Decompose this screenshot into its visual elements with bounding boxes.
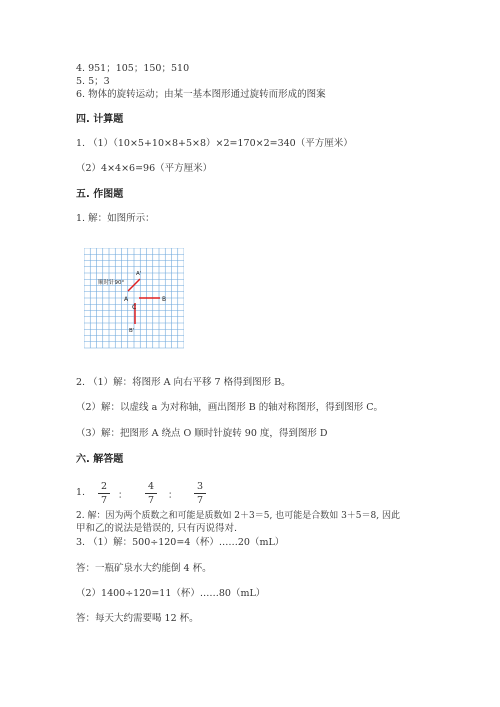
- drawing-line-4: （3）解：把图形 A 绕点 O 顺时针旋转 90 度，得到图形 D: [76, 428, 328, 439]
- label-b: B: [162, 296, 167, 303]
- calc-line-2: （2）4×4×6=96（平方厘米）: [76, 163, 213, 174]
- fraction-1: [98, 481, 110, 506]
- label-a-prime: A': [136, 271, 142, 277]
- q2-line-1: 2. 解：因为两个质数之和可能是质数如 2＋3＝5, 也可能是合数如 3＋5＝8, 因此: [76, 511, 400, 521]
- fraction-1-denominator: 7: [100, 495, 108, 506]
- fraction-3: [194, 481, 206, 506]
- fraction-3-numerator: 3: [196, 481, 204, 492]
- rotation-grid-figure: [84, 248, 184, 356]
- ratio-separator-2: ：: [168, 490, 178, 501]
- fraction-3-denominator: 7: [196, 495, 204, 506]
- fraction-2-denominator: 7: [147, 495, 155, 506]
- answer-line-6: 6. 物体的旋转运动；由某一基本图形通过旋转而形成的图案: [76, 89, 326, 100]
- label-b-prime: B': [129, 328, 135, 334]
- q1-number: 1.: [76, 487, 86, 498]
- fraction-2-numerator: 4: [147, 481, 155, 492]
- label-c: C: [132, 304, 137, 311]
- fraction-2: [145, 481, 157, 506]
- q2-line-2: 甲和乙的说法是错误的, 只有丙说得对.: [76, 523, 238, 534]
- label-a: A: [124, 296, 129, 303]
- label-rotate: 顺时针90°: [98, 280, 125, 286]
- calc-line-1: 1. （1）（10×5+10×8+5×8）×2=170×2=340（平方厘米）: [76, 138, 353, 149]
- ratio-separator-1: ：: [118, 490, 128, 501]
- drawing-line-3: （2）解：以虚线 a 为对称轴，画出图形 B 的轴对称图形，得到图形 C。: [76, 402, 384, 413]
- fraction-1-numerator: 2: [100, 481, 108, 492]
- answer-line-5: 5. 5；3: [76, 76, 110, 87]
- q3-answer-2: 答：每天大约需要喝 12 杯。: [76, 613, 199, 624]
- q3-line-1: 3. （1）解：500÷120=4（杯）……20（mL）: [76, 537, 285, 548]
- section-4-title: 四. 计算题: [76, 114, 124, 125]
- q3-answer-1: 答：一瓶矿泉水大约能倒 4 杯。: [76, 563, 212, 574]
- q3-line-2: （2）1400÷120=11（杯）……80（mL）: [76, 588, 266, 599]
- answer-line-4: 4. 951；105；150；510: [76, 63, 190, 74]
- drawing-line-1: 1. 解：如图所示：: [76, 213, 155, 224]
- drawing-line-2: 2. （1）解：将图形 A 向右平移 7 格得到图形 B。: [76, 377, 291, 388]
- section-5-title: 五. 作图题: [76, 189, 124, 200]
- section-6-title: 六. 解答题: [76, 454, 124, 465]
